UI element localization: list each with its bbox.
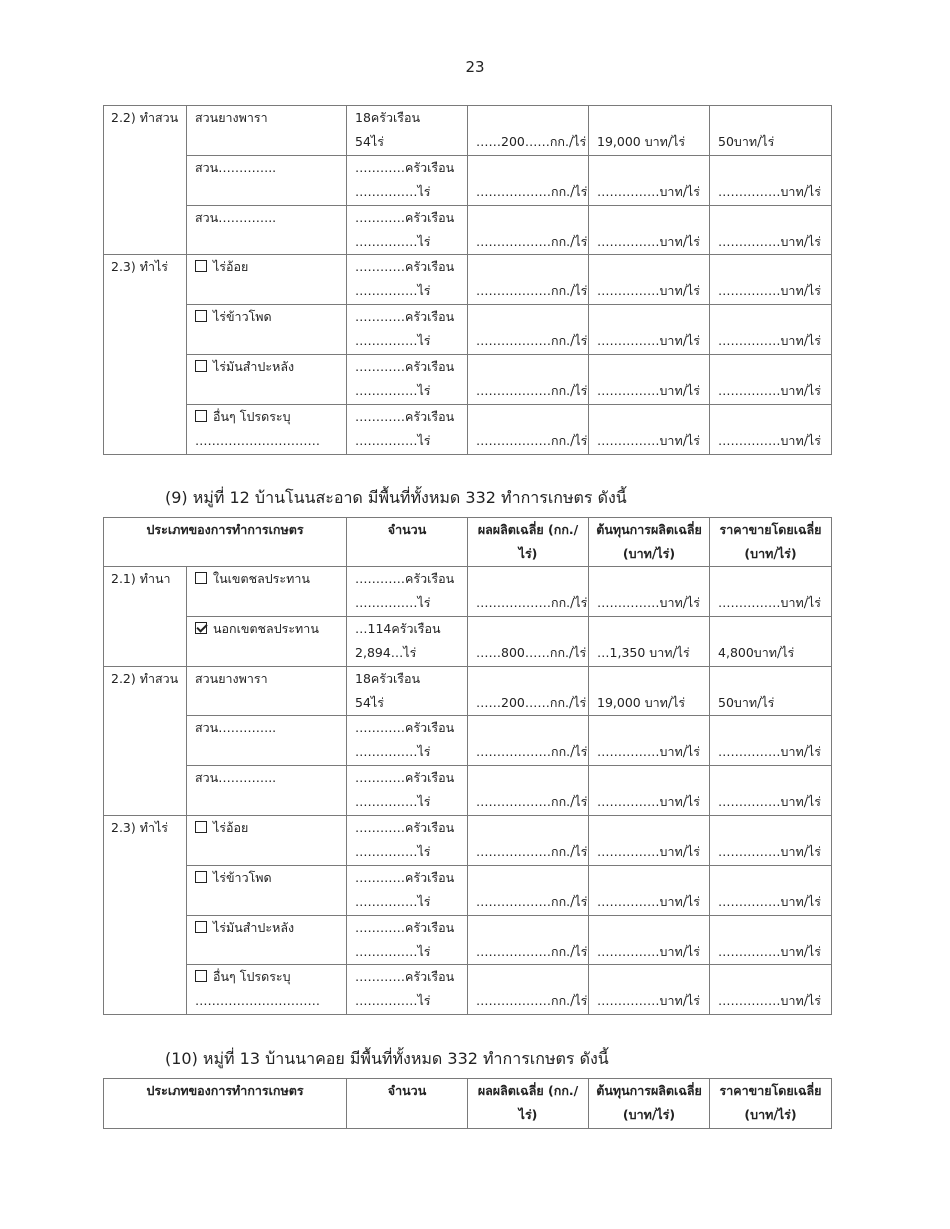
price-cell <box>710 106 832 156</box>
households-value[interactable]: …………ครัวเรือน <box>355 571 455 586</box>
subtype-label: ไร่อ้อย <box>213 259 249 275</box>
price-value[interactable]: ……………บาท/ไร่ <box>718 893 821 909</box>
yield-cell <box>468 666 589 716</box>
yield-value[interactable]: ………………กก./ไร่ <box>476 283 588 299</box>
subtype-label: อื่นๆ โปรดระบุ <box>213 408 291 424</box>
quantity-cell <box>347 766 468 816</box>
households-value[interactable]: …………ครัวเรือน <box>355 720 455 736</box>
price-value[interactable]: ……………บาท/ไร่ <box>718 382 821 398</box>
table-row <box>104 205 832 255</box>
subtype-cell <box>187 666 347 716</box>
cost-value[interactable]: ……………บาท/ไร่ <box>597 333 700 349</box>
area-value[interactable]: ……………ไร่ <box>355 843 431 859</box>
price-cell <box>710 305 832 355</box>
subtype-cell <box>187 354 347 404</box>
price-value[interactable]: 4,800บาท/ไร่ <box>718 644 795 660</box>
yield-cell <box>468 815 589 865</box>
subtype-cell <box>187 716 347 766</box>
yield-cell <box>468 305 589 355</box>
price-cell <box>710 205 832 255</box>
yield-value[interactable]: ………………กก./ไร่ <box>476 893 588 909</box>
area-value[interactable]: ……………ไร่ <box>355 333 431 349</box>
price-cell <box>710 666 832 716</box>
households-value[interactable]: …………ครัวเรือน <box>355 358 455 374</box>
table-row <box>104 815 832 865</box>
page-number: 23 <box>465 58 485 76</box>
yield-cell <box>468 716 589 766</box>
subtype-cell <box>187 155 347 205</box>
header-yield: ผลผลิตเฉลี่ย (กก./ ไร่) <box>468 518 589 567</box>
households-value[interactable]: …114ครัวเรือน <box>355 620 441 636</box>
table-row <box>104 404 832 454</box>
quantity-cell <box>347 616 468 666</box>
cost-cell <box>589 155 710 205</box>
price-value[interactable]: 50บาท/ไร่ <box>718 694 775 710</box>
header-yield: ผลผลิตเฉลี่ย (กก./ ไร่) <box>468 1079 589 1129</box>
quantity-cell <box>347 865 468 915</box>
yield-cell <box>468 404 589 454</box>
subtype-label: สวนยางพารา <box>195 110 268 125</box>
agriculture-table-continued <box>103 105 832 455</box>
area-value[interactable]: ……………ไร่ <box>355 233 431 249</box>
header-quantity: จำนวน <box>347 1079 468 1129</box>
price-cell <box>710 155 832 205</box>
subtype-cell <box>187 404 347 454</box>
table-row <box>104 965 832 1015</box>
quantity-cell <box>347 205 468 255</box>
yield-cell <box>468 766 589 816</box>
agriculture-table-village-13 <box>103 1078 832 1129</box>
yield-value[interactable]: ………………กก./ไร่ <box>476 993 588 1009</box>
cost-cell <box>589 354 710 404</box>
yield-cell <box>468 915 589 965</box>
checked-checkbox-icon[interactable] <box>195 622 207 634</box>
subtype-cell <box>187 766 347 816</box>
subtype-label: ไร่ข้าวโพด <box>213 869 272 885</box>
table-row <box>104 865 832 915</box>
households-value[interactable]: 18ครัวเรือน <box>355 670 421 686</box>
cost-cell <box>589 716 710 766</box>
area-value[interactable]: ……………ไร่ <box>355 744 431 760</box>
cost-cell <box>589 404 710 454</box>
households-value[interactable]: …………ครัวเรือน <box>355 259 455 275</box>
table-row <box>104 716 832 766</box>
table-row <box>104 106 832 156</box>
quantity-cell <box>347 255 468 305</box>
table-row <box>104 616 832 666</box>
table-row <box>104 305 832 355</box>
table-header-row <box>104 1079 832 1129</box>
price-value[interactable]: 50บาท/ไร่ <box>718 134 775 149</box>
cost-cell <box>589 567 710 617</box>
area-value[interactable]: ……………ไร่ <box>355 993 431 1009</box>
cost-value[interactable]: ……………บาท/ไร่ <box>597 432 700 448</box>
header-price: ราคาขายโดยเฉลี่ย (บาท/ไร่) <box>710 518 832 567</box>
table-body <box>104 567 832 1015</box>
checkbox-icon[interactable] <box>195 572 207 584</box>
cost-value[interactable]: 19,000 บาท/ไร่ <box>597 694 686 710</box>
yield-value[interactable]: ………………กก./ไร่ <box>476 744 588 760</box>
specify-field[interactable]: ………………………… <box>195 432 320 448</box>
table-row <box>104 567 832 617</box>
subtype-label: ไร่อ้อย <box>213 819 249 835</box>
price-value[interactable]: ……………บาท/ไร่ <box>718 283 821 299</box>
subtype-cell <box>187 567 347 617</box>
quantity-cell <box>347 155 468 205</box>
yield-value[interactable]: ……200……กก./ไร่ <box>476 134 587 149</box>
yield-cell <box>468 567 589 617</box>
cost-cell <box>589 915 710 965</box>
checkbox-icon[interactable] <box>195 970 207 982</box>
area-value[interactable]: ……………ไร่ <box>355 595 431 610</box>
households-value[interactable]: …………ครัวเรือน <box>355 869 455 885</box>
cost-value[interactable]: ……………บาท/ไร่ <box>597 233 700 249</box>
area-value[interactable]: ……………ไร่ <box>355 283 431 299</box>
checkbox-icon[interactable] <box>195 360 207 372</box>
households-value[interactable]: …………ครัวเรือน <box>355 819 455 835</box>
households-value[interactable]: …………ครัวเรือน <box>355 209 455 225</box>
households-value[interactable]: …………ครัวเรือน <box>355 408 455 424</box>
area-value[interactable]: ……………ไร่ <box>355 382 431 398</box>
price-value[interactable]: ……………บาท/ไร่ <box>718 233 821 249</box>
table-body <box>104 106 832 455</box>
cost-cell <box>589 205 710 255</box>
households-value[interactable]: 18ครัวเรือน <box>355 110 421 125</box>
table-row <box>104 766 832 816</box>
subtype-cell <box>187 205 347 255</box>
specify-field[interactable]: ………………………… <box>195 993 320 1009</box>
cost-value[interactable]: ……………บาท/ไร่ <box>597 893 700 909</box>
subtype-label: ในเขตชลประทาน <box>213 571 310 586</box>
category-label: 2.3) ทำไร่ <box>111 819 168 835</box>
yield-value[interactable]: ………………กก./ไร่ <box>476 382 588 398</box>
quantity-cell <box>347 965 468 1015</box>
subtype-label: นอกเขตชลประทาน <box>213 620 319 636</box>
cost-value[interactable]: ……………บาท/ไร่ <box>597 794 700 810</box>
cost-cell <box>589 666 710 716</box>
yield-cell <box>468 965 589 1015</box>
price-value[interactable]: ……………บาท/ไร่ <box>718 843 821 859</box>
price-value[interactable]: ……………บาท/ไร่ <box>718 943 821 959</box>
table-row <box>104 915 832 965</box>
checkbox-icon[interactable] <box>195 310 207 322</box>
yield-value[interactable]: ……200……กก./ไร่ <box>476 694 587 710</box>
yield-value[interactable]: ………………กก./ไร่ <box>476 794 588 810</box>
subtype-label: สวน………….. <box>195 720 277 736</box>
yield-value[interactable]: ………………กก./ไร่ <box>476 183 588 199</box>
header-type: ประเภทของการทำการเกษตร <box>104 518 347 567</box>
header-cost: ต้นทุนการผลิตเฉลี่ย (บาท/ไร่) <box>589 518 710 567</box>
cost-value[interactable]: …1,350 บาท/ไร่ <box>597 644 690 660</box>
cost-cell <box>589 815 710 865</box>
area-value[interactable]: ……………ไร่ <box>355 794 431 810</box>
quantity-cell <box>347 567 468 617</box>
yield-value[interactable]: ……800……กก./ไร่ <box>476 644 587 660</box>
category-label: 2.2) ทำสวน <box>111 670 179 686</box>
households-value[interactable]: …………ครัวเรือน <box>355 969 455 985</box>
price-value[interactable]: ……………บาท/ไร่ <box>718 744 821 760</box>
header-cost: ต้นทุนการผลิตเฉลี่ย (บาท/ไร่) <box>589 1079 710 1129</box>
price-value[interactable]: ……………บาท/ไร่ <box>718 794 821 810</box>
checkbox-icon[interactable] <box>195 871 207 883</box>
price-cell <box>710 567 832 617</box>
yield-value[interactable]: ………………กก./ไร่ <box>476 233 588 249</box>
area-value[interactable]: ……………ไร่ <box>355 893 431 909</box>
subtype-cell <box>187 616 347 666</box>
households-value[interactable]: …………ครัวเรือน <box>355 309 455 325</box>
table-row <box>104 666 832 716</box>
cost-value[interactable]: ……………บาท/ไร่ <box>597 943 700 959</box>
quantity-cell <box>347 106 468 156</box>
header-price: ราคาขายโดยเฉลี่ย (บาท/ไร่) <box>710 1079 832 1129</box>
subtype-cell <box>187 965 347 1015</box>
subtype-label: อื่นๆ โปรดระบุ <box>213 969 291 985</box>
households-value[interactable]: …………ครัวเรือน <box>355 919 455 935</box>
quantity-cell <box>347 716 468 766</box>
cost-cell <box>589 305 710 355</box>
subtype-label: สวน………….. <box>195 159 277 175</box>
cost-value[interactable]: ……………บาท/ไร่ <box>597 744 700 760</box>
yield-cell <box>468 205 589 255</box>
subtype-label: ไร่ข้าวโพด <box>213 309 272 325</box>
price-value[interactable]: ……………บาท/ไร่ <box>718 993 821 1009</box>
area-value[interactable]: 2,894…ไร่ <box>355 644 417 660</box>
households-value[interactable]: …………ครัวเรือน <box>355 159 455 175</box>
area-value[interactable]: ……………ไร่ <box>355 943 431 959</box>
price-cell <box>710 616 832 666</box>
price-cell <box>710 354 832 404</box>
category-cell <box>104 815 187 1014</box>
cost-cell <box>589 255 710 305</box>
subtype-label: ไร่มันสำปะหลัง <box>213 919 295 935</box>
price-cell <box>710 965 832 1015</box>
subtype-label: สวน………….. <box>195 209 277 225</box>
price-cell <box>710 716 832 766</box>
section-10-title: (10) หมู่ที่ 13 บ้านนาคอย มีพื้นที่ทั้งหมด 332 ทำการเกษตร ดังนี้ <box>165 1049 609 1068</box>
yield-value[interactable]: ………………กก./ไร่ <box>476 432 588 448</box>
yield-value[interactable]: ………………กก./ไร่ <box>476 333 588 349</box>
area-value[interactable]: ……………ไร่ <box>355 432 431 448</box>
subtype-cell <box>187 305 347 355</box>
subtype-cell <box>187 815 347 865</box>
yield-cell <box>468 255 589 305</box>
section-9-title: (9) หมู่ที่ 12 บ้านโนนสะอาด มีพื้นที่ทั้งหมด 332 ทำการเกษตร ดังนี้ <box>165 488 627 507</box>
yield-cell <box>468 865 589 915</box>
area-value[interactable]: 54ไร่ <box>355 134 384 149</box>
table-header-row <box>104 518 832 567</box>
quantity-cell <box>347 815 468 865</box>
yield-value[interactable]: ………………กก./ไร่ <box>476 943 588 959</box>
price-value[interactable]: ……………บาท/ไร่ <box>718 183 821 199</box>
price-cell <box>710 815 832 865</box>
price-cell <box>710 766 832 816</box>
table-row <box>104 155 832 205</box>
cost-value[interactable]: ……………บาท/ไร่ <box>597 382 700 398</box>
households-value[interactable]: …………ครัวเรือน <box>355 770 455 786</box>
yield-cell <box>468 354 589 404</box>
subtype-label: ไร่มันสำปะหลัง <box>213 358 295 374</box>
cost-value[interactable]: ……………บาท/ไร่ <box>597 183 700 199</box>
yield-cell <box>468 106 589 156</box>
price-value[interactable]: ……………บาท/ไร่ <box>718 333 821 349</box>
quantity-cell <box>347 666 468 716</box>
cost-cell <box>589 616 710 666</box>
cost-value[interactable]: ……………บาท/ไร่ <box>597 283 700 299</box>
category-label: 2.3) ทำไร่ <box>111 259 168 275</box>
checkbox-icon[interactable] <box>195 921 207 933</box>
area-value[interactable]: 54ไร่ <box>355 694 384 710</box>
table-row <box>104 354 832 404</box>
checkbox-icon[interactable] <box>195 410 207 422</box>
cost-value[interactable]: ……………บาท/ไร่ <box>597 843 700 859</box>
yield-value[interactable]: ………………กก./ไร่ <box>476 595 588 610</box>
category-cell <box>104 666 187 815</box>
quantity-cell <box>347 915 468 965</box>
price-cell <box>710 865 832 915</box>
subtype-cell <box>187 106 347 156</box>
category-label: 2.1) ทำนา <box>111 571 171 586</box>
subtype-label: สวนยางพารา <box>195 670 268 686</box>
yield-cell <box>468 155 589 205</box>
cost-value[interactable]: ……………บาท/ไร่ <box>597 595 700 610</box>
category-cell <box>104 255 187 454</box>
agriculture-table-village-12 <box>103 517 832 1015</box>
category-label: 2.2) ทำสวน <box>111 110 179 125</box>
checkbox-icon[interactable] <box>195 821 207 833</box>
subtype-cell <box>187 865 347 915</box>
price-cell <box>710 915 832 965</box>
subtype-cell <box>187 255 347 305</box>
cost-cell <box>589 965 710 1015</box>
quantity-cell <box>347 354 468 404</box>
cost-value[interactable]: 19,000 บาท/ไร่ <box>597 134 686 149</box>
price-cell <box>710 255 832 305</box>
subtype-label: สวน………….. <box>195 770 277 786</box>
price-cell <box>710 404 832 454</box>
cost-cell <box>589 865 710 915</box>
area-value[interactable]: ……………ไร่ <box>355 183 431 199</box>
price-value[interactable]: ……………บาท/ไร่ <box>718 432 821 448</box>
checkbox-icon[interactable] <box>195 260 207 272</box>
yield-cell <box>468 616 589 666</box>
quantity-cell <box>347 305 468 355</box>
header-quantity: จำนวน <box>347 518 468 567</box>
category-cell <box>104 567 187 667</box>
header-type: ประเภทของการทำการเกษตร <box>104 1079 347 1129</box>
price-value[interactable]: ……………บาท/ไร่ <box>718 595 821 610</box>
yield-value[interactable]: ………………กก./ไร่ <box>476 843 588 859</box>
cost-value[interactable]: ……………บาท/ไร่ <box>597 993 700 1009</box>
table-row <box>104 255 832 305</box>
quantity-cell <box>347 404 468 454</box>
category-cell <box>104 106 187 255</box>
cost-cell <box>589 766 710 816</box>
subtype-cell <box>187 915 347 965</box>
cost-cell <box>589 106 710 156</box>
